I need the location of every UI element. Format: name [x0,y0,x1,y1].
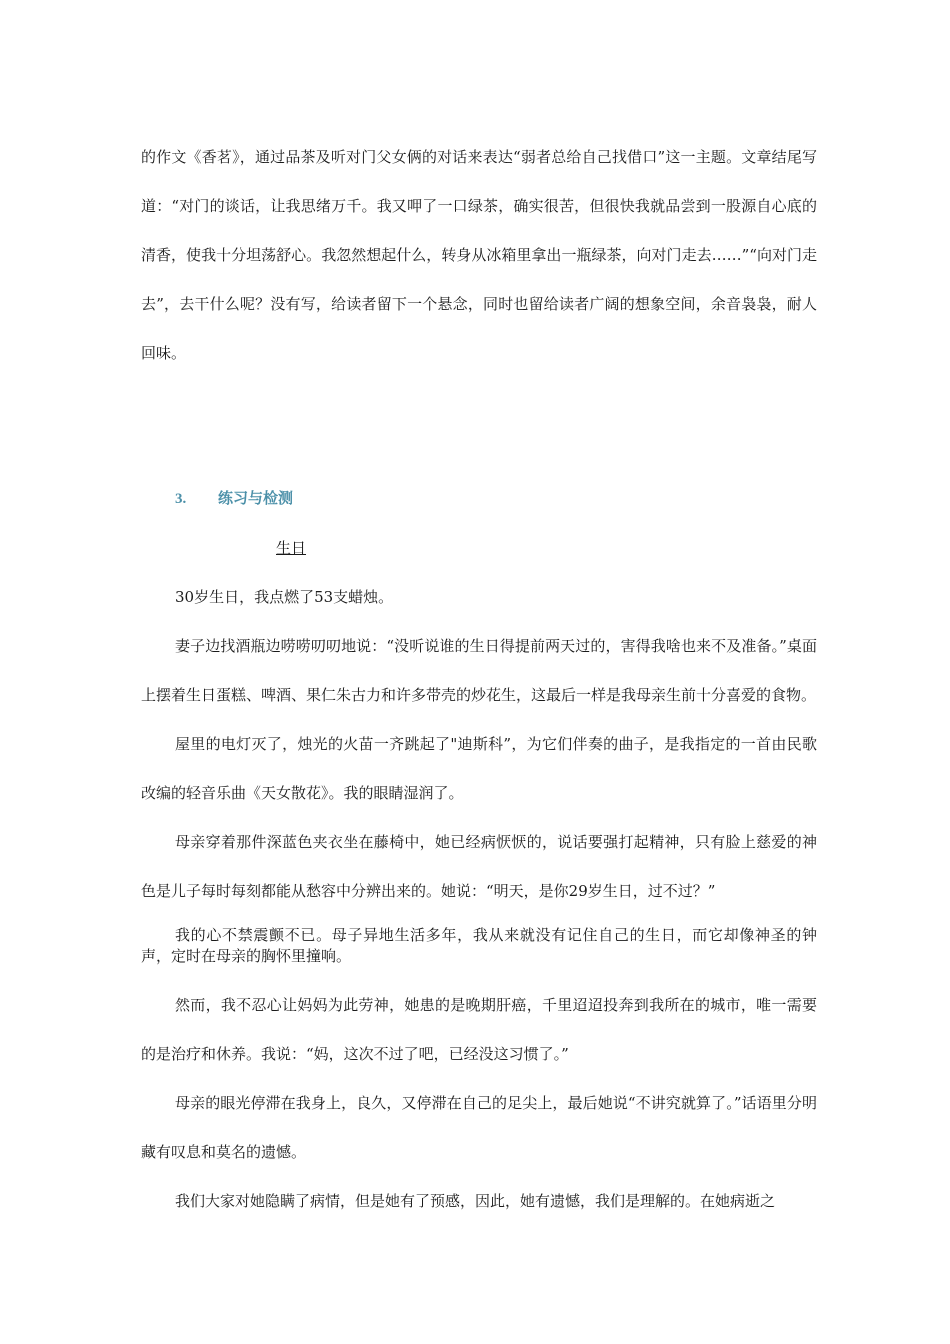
story-paragraph: 母亲的眼光停滞在我身上，良久，又停滞在自己的足尖上，最后她说“不讲究就算了。”话语里分明藏有叹息和莫名的遗憾。 [141,1094,817,1161]
story-paragraph: 然而，我不忍心让妈妈为此劳神，她患的是晚期肝癌，千里迢迢投奔到我所在的城市，唯一需要的是治疗和休养。我说：“妈，这次不过了吧，已经没这习惯了。” [141,996,817,1063]
story-paragraph: 30岁生日，我点燃了53支蜡烛。 [175,588,394,606]
document-body [141,0,817,1226]
story-paragraph: 母亲穿着那件深蓝色夹衣坐在藤椅中，她已经病恹恹的，说话要强打起精神，只有脸上慈爱的神色是儿子每时每刻都能从愁容中分辨出来的。她说：“明天，是你29岁生日，过不过？” [141,833,817,900]
story-paragraph: 妻子边找酒瓶边唠唠叨叨地说：“没听说谁的生日得提前两天过的，害得我啥也来不及准备。”桌面上摆着生日蛋糕、啤酒、果仁朱古力和许多带壳的炒花生，这最后一样是我母亲生前十分喜爱的食物。 [141,637,817,704]
story-paragraph: 我的心不禁震颤不已。母子异地生活多年，我从来就没有记住自己的生日，而它却像神圣的钟声，定时在母亲的胸怀里撞响。 [141,926,817,965]
section-title: 练习与检测 [218,491,294,507]
section-heading [141,475,817,524]
intro-paragraph: 的作文《香茗》，通过品茶及听对门父女俩的对话来表达“弱者总给自己找借口”这一主题。文章结尾写道：“对门的谈话，让我思绪万千。我又呷了一口绿茶，确实很苦，但很快我就品尝到一股源自心底的清香，使我十分坦荡舒心。我忽然想起什么，转身从冰箱里拿出一瓶绿茶，向对门走去……”“向对门走去”，去干什么呢？没有写，给读者留下一个悬念，同时也留给读者广阔的想象空间，余音袅袅，耐人回味。 [141,148,817,362]
story-paragraph: 屋里的电灯灭了，烛光的火苗一齐跳起了"迪斯科”，为它们伴奏的曲子，是我指定的一首由民歌改编的轻音乐曲《天女散花》。我的眼睛湿润了。 [141,735,817,802]
section-number: 3. [175,491,187,507]
story-paragraph: 我们大家对她隐瞒了病情，但是她有了预感，因此，她有遗憾，我们是理解的。在她病逝之 [175,1192,776,1210]
story-title: 生日 [276,539,307,557]
